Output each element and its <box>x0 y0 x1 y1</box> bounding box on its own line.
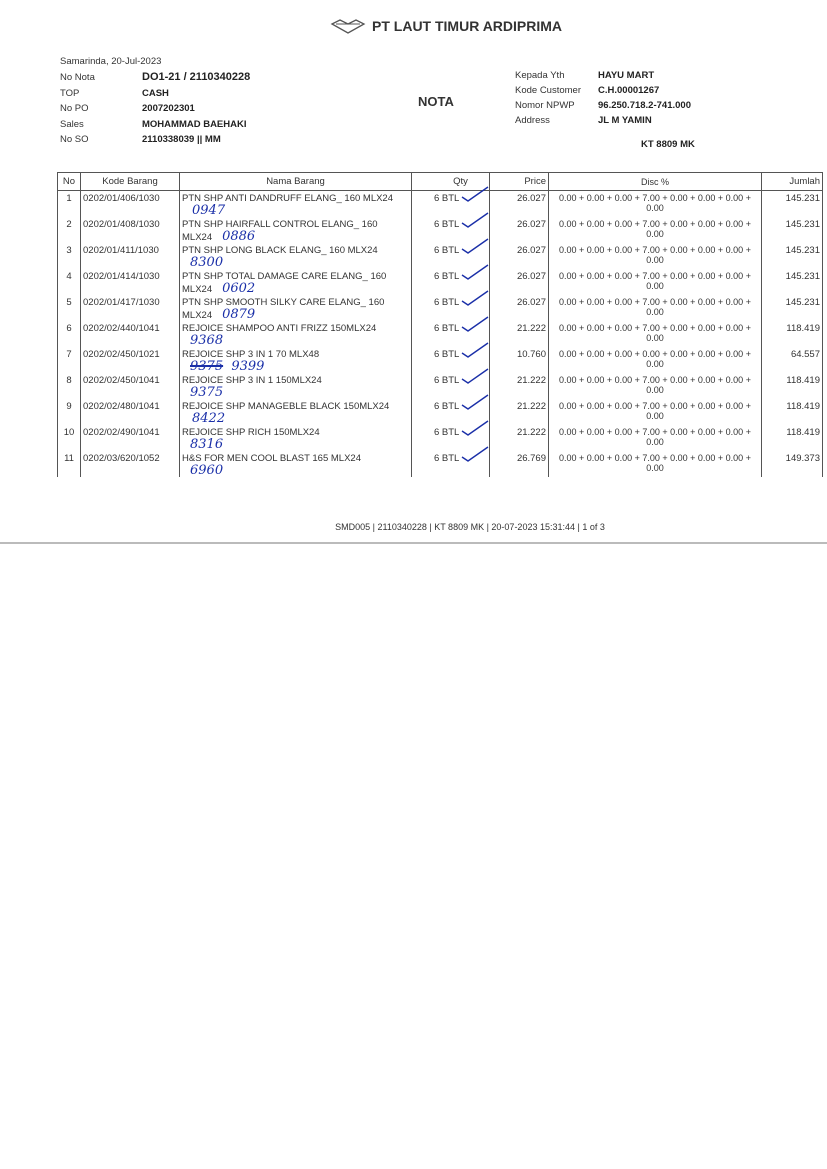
cell-jumlah: 118.419 <box>762 373 823 399</box>
handwritten-note: 9375 <box>190 385 224 400</box>
item-name: PTN SHP SMOOTH SILKY CARE ELANG_ 160 MLX24 <box>182 297 385 321</box>
checkmark-icon <box>460 367 490 385</box>
cell-disc: 0.00 + 0.00 + 0.00 + 7.00 + 0.00 + 0.00 + 0.00 + 0.00 <box>549 451 762 477</box>
cell-no: 1 <box>58 191 81 218</box>
cell-nama-barang <box>180 451 412 477</box>
item-name: REJOICE SHAMPOO ANTI FRIZZ 150MLX24 <box>182 323 377 334</box>
column-header: Price <box>490 173 549 191</box>
item-name: PTN SHP HAIRFALL CONTROL ELANG_ 160 MLX24 <box>182 219 378 243</box>
info-value: MOHAMMAD BAEHAKI <box>142 118 247 130</box>
cell-kode-barang: 0202/02/450/1041 <box>81 373 180 399</box>
cell-nama-barang <box>180 217 412 243</box>
page-footer: SMD005 | 2110340228 | KT 8809 MK | 20-07-2023 15:31:44 | 1 of 3 <box>335 522 605 532</box>
cell-disc: 0.00 + 0.00 + 0.00 + 7.00 + 0.00 + 0.00 + 0.00 + 0.00 <box>549 217 762 243</box>
checkmark-icon <box>460 263 490 281</box>
item-name: PTN SHP LONG BLACK ELANG_ 160 MLX24 <box>182 245 378 256</box>
column-header: Disc % <box>549 173 762 191</box>
item-name: REJOICE SHP MANAGEBLE BLACK 150MLX24 <box>182 401 390 412</box>
cell-no: 3 <box>58 243 81 269</box>
item-name: REJOICE SHP RICH 150MLX24 <box>182 427 320 438</box>
qty-value: 6 BTL <box>434 297 460 308</box>
cell-kode-barang: 0202/02/490/1041 <box>81 425 180 451</box>
cell-no: 2 <box>58 217 81 243</box>
cell-no: 11 <box>58 451 81 477</box>
cell-disc: 0.00 + 0.00 + 0.00 + 7.00 + 0.00 + 0.00 + 0.00 + 0.00 <box>549 191 762 218</box>
info-value: CASH <box>142 87 169 99</box>
info-label: Kepada Yth <box>515 70 565 81</box>
cell-kode-barang: 0202/01/414/1030 <box>81 269 180 295</box>
cell-jumlah: 145.231 <box>762 269 823 295</box>
company-name: PT LAUT TIMUR ARDIPRIMA <box>372 18 563 34</box>
cell-price: 26.027 <box>490 217 549 243</box>
checkmark-icon <box>460 185 490 203</box>
item-name: REJOICE SHP 3 IN 1 150MLX24 <box>182 375 322 386</box>
cell-jumlah: 64.557 <box>762 347 823 373</box>
table-row <box>58 347 823 373</box>
handwritten-note-value: 9399 <box>231 359 265 374</box>
table-row <box>58 425 823 451</box>
table-row <box>58 451 823 477</box>
column-header: Jumlah <box>762 173 823 191</box>
info-label: Nomor NPWP <box>515 100 575 111</box>
info-value: JL M YAMIN <box>598 115 652 126</box>
company-header <box>330 18 562 34</box>
cell-jumlah: 145.231 <box>762 243 823 269</box>
info-label: Address <box>515 115 550 126</box>
cell-nama-barang <box>180 321 412 347</box>
cell-no: 5 <box>58 295 81 321</box>
qty-value: 6 BTL <box>434 219 460 230</box>
cell-disc: 0.00 + 0.00 + 0.00 + 7.00 + 0.00 + 0.00 + 0.00 + 0.00 <box>549 269 762 295</box>
cell-price: 26.027 <box>490 295 549 321</box>
cell-price: 21.222 <box>490 425 549 451</box>
cell-nama-barang <box>180 295 412 321</box>
qty-value: 6 BTL <box>434 401 460 412</box>
document-type: NOTA <box>418 94 454 109</box>
info-label: No PO <box>60 103 89 114</box>
cell-jumlah: 145.231 <box>762 295 823 321</box>
cell-disc: 0.00 + 0.00 + 0.00 + 0.00 + 0.00 + 0.00 + 0.00 + 0.00 <box>549 347 762 373</box>
handwritten-note: 0879 <box>222 307 256 322</box>
info-label: Kode Customer <box>515 85 582 96</box>
info-value: 2007202301 <box>142 103 195 114</box>
cell-no: 8 <box>58 373 81 399</box>
cell-price: 26.027 <box>490 191 549 218</box>
cell-nama-barang <box>180 373 412 399</box>
handwritten-note: 8316 <box>190 437 224 452</box>
qty-value: 6 BTL <box>434 323 460 334</box>
info-label: TOP <box>60 87 80 99</box>
cell-disc: 0.00 + 0.00 + 0.00 + 7.00 + 0.00 + 0.00 + 0.00 + 0.00 <box>549 373 762 399</box>
checkmark-icon <box>460 341 490 359</box>
cell-jumlah: 118.419 <box>762 399 823 425</box>
cell-disc: 0.00 + 0.00 + 0.00 + 7.00 + 0.00 + 0.00 + 0.00 + 0.00 <box>549 425 762 451</box>
info-label: Sales <box>60 118 84 130</box>
column-header: Nama Barang <box>180 173 412 191</box>
cell-kode-barang: 0202/01/411/1030 <box>81 243 180 269</box>
cell-kode-barang: 0202/01/417/1030 <box>81 295 180 321</box>
cell-price: 10.760 <box>490 347 549 373</box>
table-row <box>58 399 823 425</box>
qty-value: 6 BTL <box>434 375 460 386</box>
qty-value: 6 BTL <box>434 427 460 438</box>
table-row <box>58 269 823 295</box>
cell-nama-barang <box>180 425 412 451</box>
table-row <box>58 295 823 321</box>
column-header: Kode Barang <box>81 173 180 191</box>
info-value: HAYU MART <box>598 70 655 81</box>
cell-jumlah: 145.231 <box>762 191 823 218</box>
cell-kode-barang: 0202/02/440/1041 <box>81 321 180 347</box>
cell-price: 21.222 <box>490 399 549 425</box>
info-value: 96.250.718.2-741.000 <box>598 100 691 111</box>
handwritten-note: 8300 <box>190 255 224 270</box>
table-row <box>58 217 823 243</box>
cell-nama-barang <box>180 347 412 373</box>
table-row <box>58 191 823 218</box>
checkmark-icon <box>460 237 490 255</box>
info-value: C.H.00001267 <box>598 85 660 96</box>
item-name: PTN SHP TOTAL DAMAGE CARE ELANG_ 160 MLX24 <box>182 271 387 295</box>
handwritten-note <box>190 360 409 373</box>
cell-price: 26.027 <box>490 269 549 295</box>
handwritten-note: 0886 <box>222 229 256 244</box>
table-header-row <box>58 173 823 191</box>
cell-price: 21.222 <box>490 373 549 399</box>
table-row <box>58 373 823 399</box>
checkmark-icon <box>460 393 490 411</box>
company-diamond-logo-icon <box>330 18 366 34</box>
cell-jumlah: 149.373 <box>762 451 823 477</box>
cell-jumlah: 145.231 <box>762 217 823 243</box>
cell-qty <box>412 451 490 477</box>
cell-no: 10 <box>58 425 81 451</box>
cell-price: 21.222 <box>490 321 549 347</box>
qty-value: 6 BTL <box>434 453 460 464</box>
table-row <box>58 321 823 347</box>
handwritten-note: 0947 <box>192 203 226 218</box>
items-table <box>57 172 823 477</box>
column-header: No <box>58 173 81 191</box>
cell-no: 7 <box>58 347 81 373</box>
cell-nama-barang <box>180 243 412 269</box>
qty-value: 6 BTL <box>434 271 460 282</box>
cell-price: 26.769 <box>490 451 549 477</box>
checkmark-icon <box>460 315 490 333</box>
cell-nama-barang <box>180 269 412 295</box>
cell-disc: 0.00 + 0.00 + 0.00 + 7.00 + 0.00 + 0.00 + 0.00 + 0.00 <box>549 295 762 321</box>
cell-nama-barang <box>180 399 412 425</box>
cell-kode-barang: 0202/02/480/1041 <box>81 399 180 425</box>
checkmark-icon <box>460 289 490 307</box>
checkmark-icon <box>460 445 490 463</box>
info-label: No SO <box>60 134 89 145</box>
column-header: Qty <box>412 173 490 191</box>
cell-jumlah: 118.419 <box>762 321 823 347</box>
cell-disc: 0.00 + 0.00 + 0.00 + 7.00 + 0.00 + 0.00 + 0.00 + 0.00 <box>549 321 762 347</box>
cell-no: 4 <box>58 269 81 295</box>
item-name: PTN SHP ANTI DANDRUFF ELANG_ 160 MLX24 <box>182 193 393 204</box>
cell-disc: 0.00 + 0.00 + 0.00 + 7.00 + 0.00 + 0.00 + 0.00 + 0.00 <box>549 243 762 269</box>
cell-jumlah: 118.419 <box>762 425 823 451</box>
handwritten-note: 6960 <box>190 463 224 478</box>
cell-kode-barang: 0202/02/450/1021 <box>81 347 180 373</box>
info-label: No Nota <box>60 72 95 83</box>
qty-value: 6 BTL <box>434 349 460 360</box>
vehicle-number: KT 8809 MK <box>641 139 695 150</box>
checkmark-icon <box>460 211 490 229</box>
cell-nama-barang <box>180 191 412 218</box>
page-edge-divider <box>0 542 827 544</box>
handwritten-note: 9368 <box>190 333 224 348</box>
item-name: REJOICE SHP 3 IN 1 70 MLX48 <box>182 349 320 360</box>
cell-no: 9 <box>58 399 81 425</box>
info-value: DO1-21 / 2110340228 <box>142 71 251 83</box>
qty-value: 6 BTL <box>434 245 460 256</box>
info-value: 2110338039 || MM <box>142 134 221 145</box>
cell-kode-barang: 0202/01/408/1030 <box>81 217 180 243</box>
handwritten-note: 8422 <box>192 411 226 426</box>
struck-handwritten-note: 9375 <box>190 359 224 374</box>
cell-kode-barang: 0202/03/620/1052 <box>81 451 180 477</box>
table-row <box>58 243 823 269</box>
checkmark-icon <box>460 419 490 437</box>
cell-no: 6 <box>58 321 81 347</box>
cell-kode-barang: 0202/01/406/1030 <box>81 191 180 218</box>
handwritten-note: 0602 <box>222 281 256 296</box>
cell-price: 26.027 <box>490 243 549 269</box>
place-date: Samarinda, 20-Jul-2023 <box>60 56 162 67</box>
item-name: H&S FOR MEN COOL BLAST 165 MLX24 <box>182 453 361 464</box>
cell-disc: 0.00 + 0.00 + 0.00 + 7.00 + 0.00 + 0.00 + 0.00 + 0.00 <box>549 399 762 425</box>
qty-value: 6 BTL <box>434 193 460 204</box>
